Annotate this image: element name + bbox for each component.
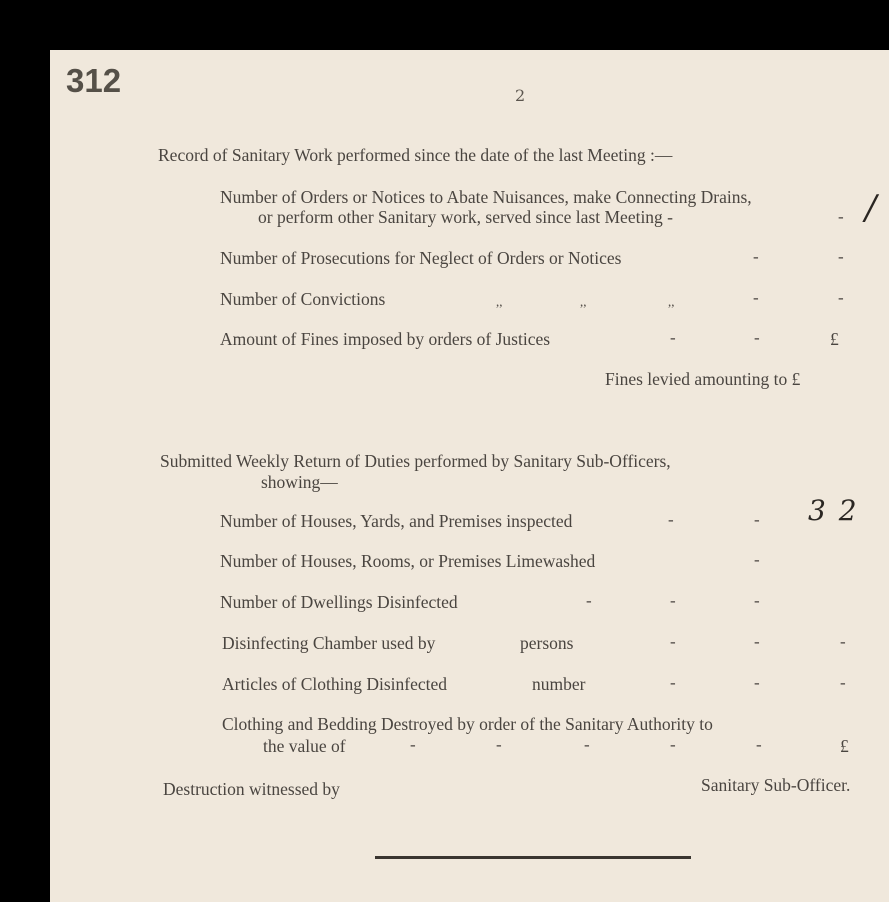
dash-leader: - bbox=[586, 591, 592, 610]
orders-line2: or perform other Sanitary work, served since last Meeting - bbox=[258, 207, 674, 227]
orders-handwritten-value: / bbox=[865, 188, 877, 228]
dash-leader: - bbox=[668, 510, 674, 529]
dash-leader: - bbox=[670, 591, 676, 610]
dwellings-disinfected-label: Number of Dwellings Disinfected bbox=[220, 592, 458, 612]
dash-leader: - bbox=[840, 673, 846, 692]
ditto-mark: ,, bbox=[668, 294, 675, 309]
document-page bbox=[50, 50, 889, 902]
dash-leader: - bbox=[670, 735, 676, 754]
section2-heading-line1: Submitted Weekly Return of Duties performed by Sanitary Sub-Officers, bbox=[160, 451, 671, 471]
chamber-persons-label: persons bbox=[520, 633, 574, 653]
prosecutions-label: Number of Prosecutions for Neglect of Orders or Notices bbox=[220, 248, 622, 268]
dash-leader: - bbox=[756, 735, 762, 754]
dash-leader: - bbox=[840, 632, 846, 651]
destroyed-line1: Clothing and Bedding Destroyed by order of the Sanitary Authority to bbox=[222, 714, 713, 734]
dash-leader: - bbox=[584, 735, 590, 754]
chamber-used-label: Disinfecting Chamber used by bbox=[222, 633, 436, 653]
section1-heading: Record of Sanitary Work performed since the date of the last Meeting :— bbox=[158, 145, 673, 165]
limewashed-label: Number of Houses, Rooms, or Premises Limewashed bbox=[220, 551, 596, 571]
fines-imposed-label: Amount of Fines imposed by orders of Justices bbox=[220, 329, 551, 349]
houses-inspected-handwritten-value: 3 2 bbox=[808, 494, 859, 527]
convictions-label: Number of Convictions bbox=[220, 289, 386, 309]
dash-leader: - bbox=[410, 735, 416, 754]
clothing-disinfected-label: Articles of Clothing Disinfected bbox=[222, 674, 448, 694]
ditto-mark: ,, bbox=[496, 294, 503, 309]
dash-leader: - bbox=[670, 632, 676, 651]
dash-leader: - bbox=[496, 735, 502, 754]
dash-leader: - bbox=[754, 550, 760, 569]
fines-levied-label: Fines levied amounting to £ bbox=[605, 369, 801, 389]
dash-leader: - bbox=[838, 207, 844, 226]
page-number: 2 bbox=[515, 86, 526, 105]
sub-officer-label: Sanitary Sub-Officer. bbox=[701, 775, 851, 795]
dash-leader: - bbox=[670, 328, 676, 347]
dash-leader: - bbox=[838, 247, 844, 266]
dash-leader: - bbox=[754, 591, 760, 610]
witnessed-label: Destruction witnessed by bbox=[163, 779, 340, 799]
dash-leader: - bbox=[754, 510, 760, 529]
dash-leader: - bbox=[753, 247, 759, 266]
dash-leader: - bbox=[754, 632, 760, 651]
stamp-number: 312 bbox=[66, 62, 122, 99]
dash-leader: - bbox=[754, 673, 760, 692]
orders-line1: Number of Orders or Notices to Abate Nuisances, make Connecting Drains, bbox=[220, 187, 752, 207]
destroyed-pound: £ bbox=[840, 736, 849, 756]
dash-leader: - bbox=[670, 673, 676, 692]
fines-imposed-pound: £ bbox=[830, 329, 839, 349]
dash-leader: - bbox=[754, 328, 760, 347]
houses-inspected-label: Number of Houses, Yards, and Premises inspected bbox=[220, 511, 573, 531]
signature-rule bbox=[375, 856, 691, 859]
clothing-number-label: number bbox=[532, 674, 586, 694]
ditto-mark: ,, bbox=[580, 294, 587, 309]
dash-leader: - bbox=[838, 288, 844, 307]
destroyed-line2: the value of bbox=[263, 736, 346, 756]
dash-leader: - bbox=[753, 288, 759, 307]
section2-heading-line2: showing— bbox=[261, 472, 338, 492]
